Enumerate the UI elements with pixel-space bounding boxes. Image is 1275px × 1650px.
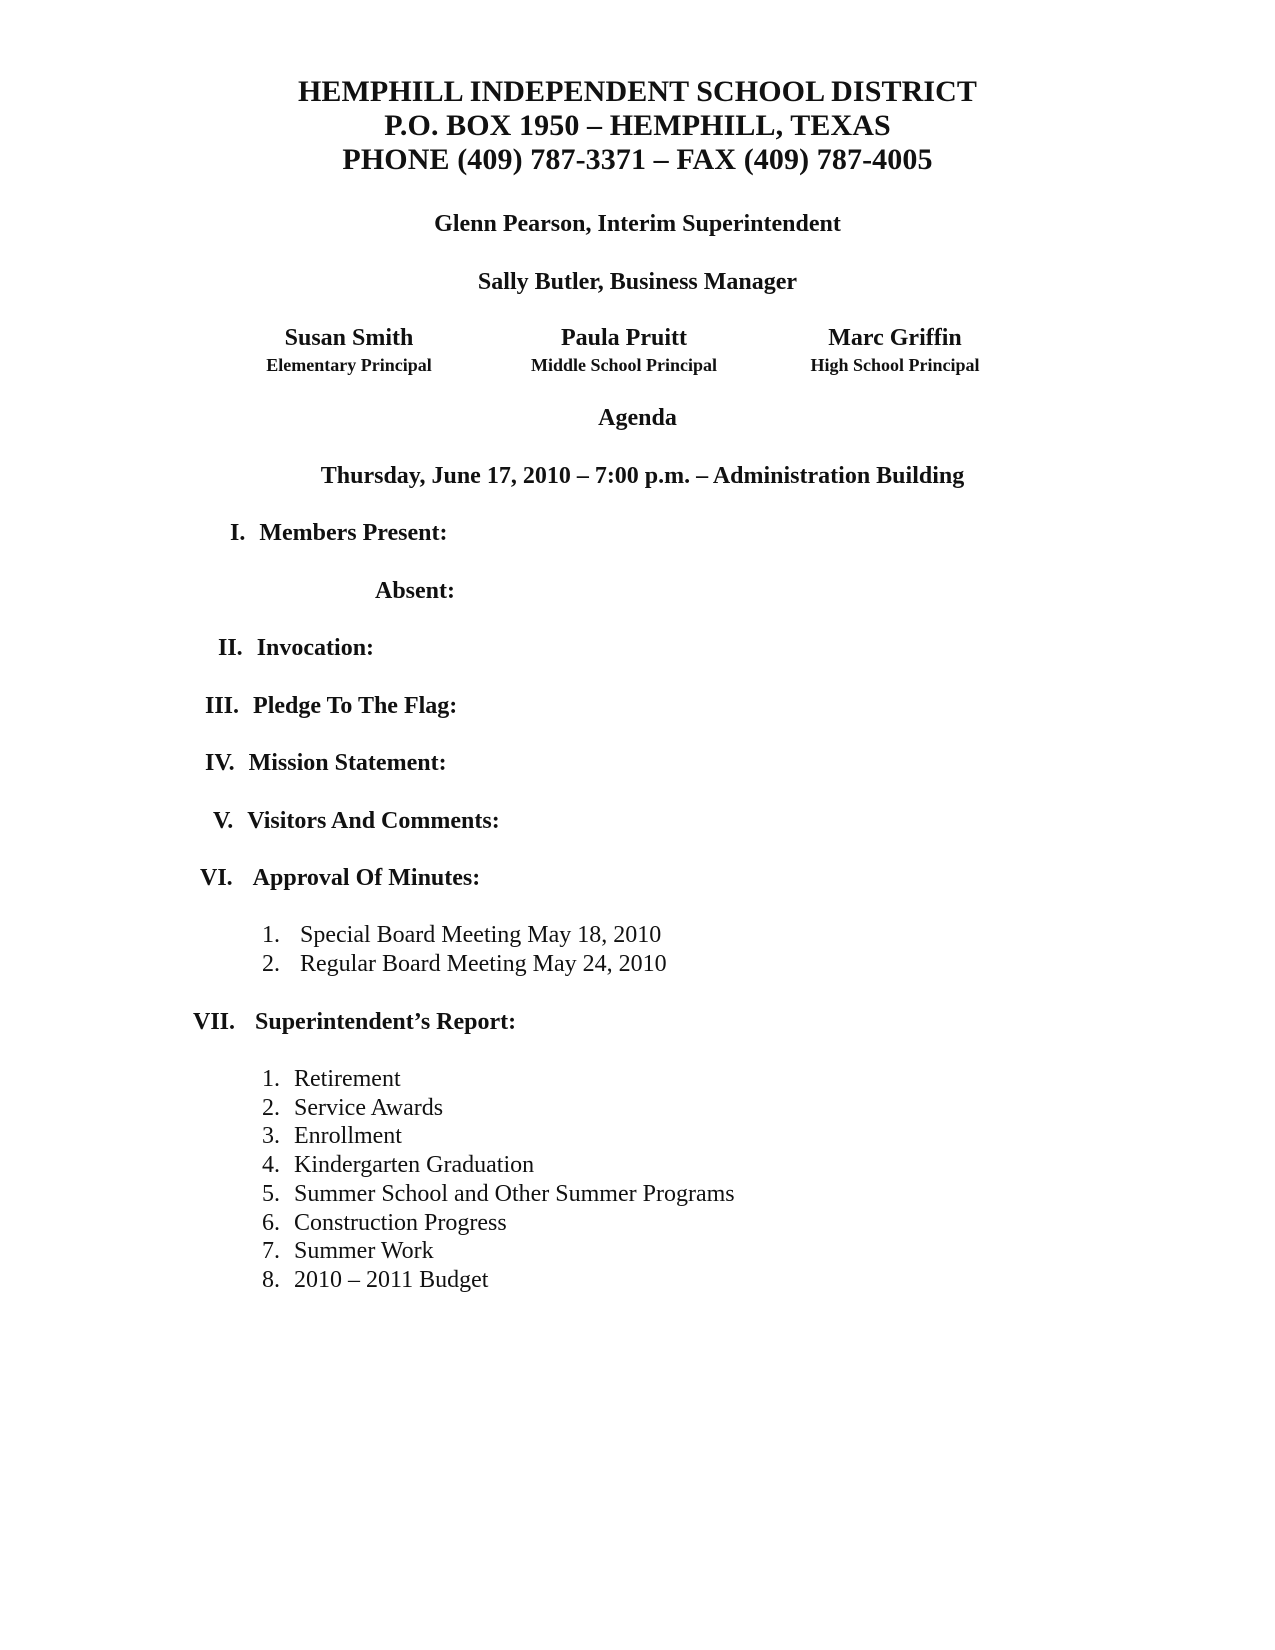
item-label: Approval Of Minutes: [252, 865, 481, 891]
list-text: Construction Progress [294, 1209, 507, 1236]
district-phone-fax: PHONE (409) 787-3371 – FAX (409) 787-4005 [342, 143, 933, 176]
item-mission-statement [205, 749, 447, 777]
list-index: 2. [262, 950, 280, 977]
list-index: 3. [262, 1123, 280, 1150]
list-text: Regular Board Meeting May 24, 2010 [300, 950, 667, 977]
list-text: Kindergarten Graduation [294, 1152, 535, 1179]
list-text: Retirement [294, 1066, 401, 1092]
list-text: Special Board Meeting May 18, 2010 [300, 922, 662, 948]
meeting-datetime-location: Thursday, June 17, 2010 – 7:00 p.m. – Administration Building [320, 463, 965, 489]
list-index: 1. [262, 1066, 280, 1092]
item-pledge [205, 692, 457, 720]
district-name: HEMPHILL INDEPENDENT SCHOOL DISTRICT [297, 75, 978, 108]
list-text: 2010 – 2011 Budget [294, 1266, 489, 1293]
superintendent-name: Glenn Pearson, Interim Superintendent [434, 211, 841, 237]
list-index: 8. [262, 1266, 280, 1293]
item-number: VII. [193, 1009, 236, 1035]
item-visitors-comments [213, 807, 500, 835]
list-index: 4. [262, 1152, 280, 1179]
list-index: 1. [262, 922, 280, 948]
list-item [262, 1094, 735, 1123]
item-label: Absent: [375, 578, 456, 604]
list-item [262, 1122, 735, 1151]
item-number: V. [213, 808, 234, 834]
list-item [262, 1209, 735, 1238]
list-index: 6. [262, 1209, 280, 1236]
principal-title: Middle School Principal [530, 355, 717, 375]
list-text: Summer Work [294, 1238, 434, 1265]
list-index: 7. [262, 1238, 280, 1265]
principal-title: Elementary Principal [266, 355, 432, 375]
item-label: Superintendent’s Report: [255, 1009, 517, 1035]
district-address: P.O. BOX 1950 – HEMPHILL, TEXAS [384, 109, 891, 142]
principal-name: Marc Griffin [828, 325, 962, 351]
item-number: I. [230, 520, 246, 546]
item-absent [375, 577, 455, 605]
item-number: II. [218, 635, 243, 661]
list-text: Summer School and Other Summer Programs [294, 1180, 735, 1207]
agenda-title: Agenda [598, 405, 677, 431]
list-item [262, 1151, 735, 1180]
list-index: 2. [262, 1094, 280, 1121]
item-label: Invocation: [256, 635, 375, 661]
principal-middle [514, 324, 734, 376]
list-item [262, 1237, 735, 1266]
item-number: III. [205, 693, 240, 719]
item-label: Mission Statement: [248, 750, 447, 776]
item-invocation [218, 634, 374, 662]
item-superintendent-report [193, 1008, 516, 1036]
minutes-list [262, 921, 667, 978]
list-text: Service Awards [294, 1094, 444, 1121]
item-number: IV. [205, 750, 235, 776]
item-label: Visitors And Comments: [247, 808, 500, 834]
principal-name: Paula Pruitt [561, 325, 687, 351]
item-members-present [230, 519, 448, 547]
list-item [262, 921, 667, 950]
report-list [262, 1065, 735, 1295]
list-item [262, 1065, 735, 1094]
principal-high [790, 324, 1000, 376]
item-label: Members Present: [259, 520, 448, 546]
principal-elementary [249, 324, 449, 376]
list-index: 5. [262, 1180, 280, 1207]
list-item [262, 950, 667, 979]
principal-name: Susan Smith [284, 325, 414, 351]
list-item [262, 1266, 735, 1295]
item-label: Pledge To The Flag: [253, 693, 458, 719]
item-number: VI. [200, 865, 233, 891]
list-item [262, 1180, 735, 1209]
business-manager-name: Sally Butler, Business Manager [477, 269, 798, 295]
principal-title: High School Principal [810, 355, 980, 375]
item-approval-minutes [200, 864, 480, 892]
list-text: Enrollment [294, 1123, 402, 1150]
